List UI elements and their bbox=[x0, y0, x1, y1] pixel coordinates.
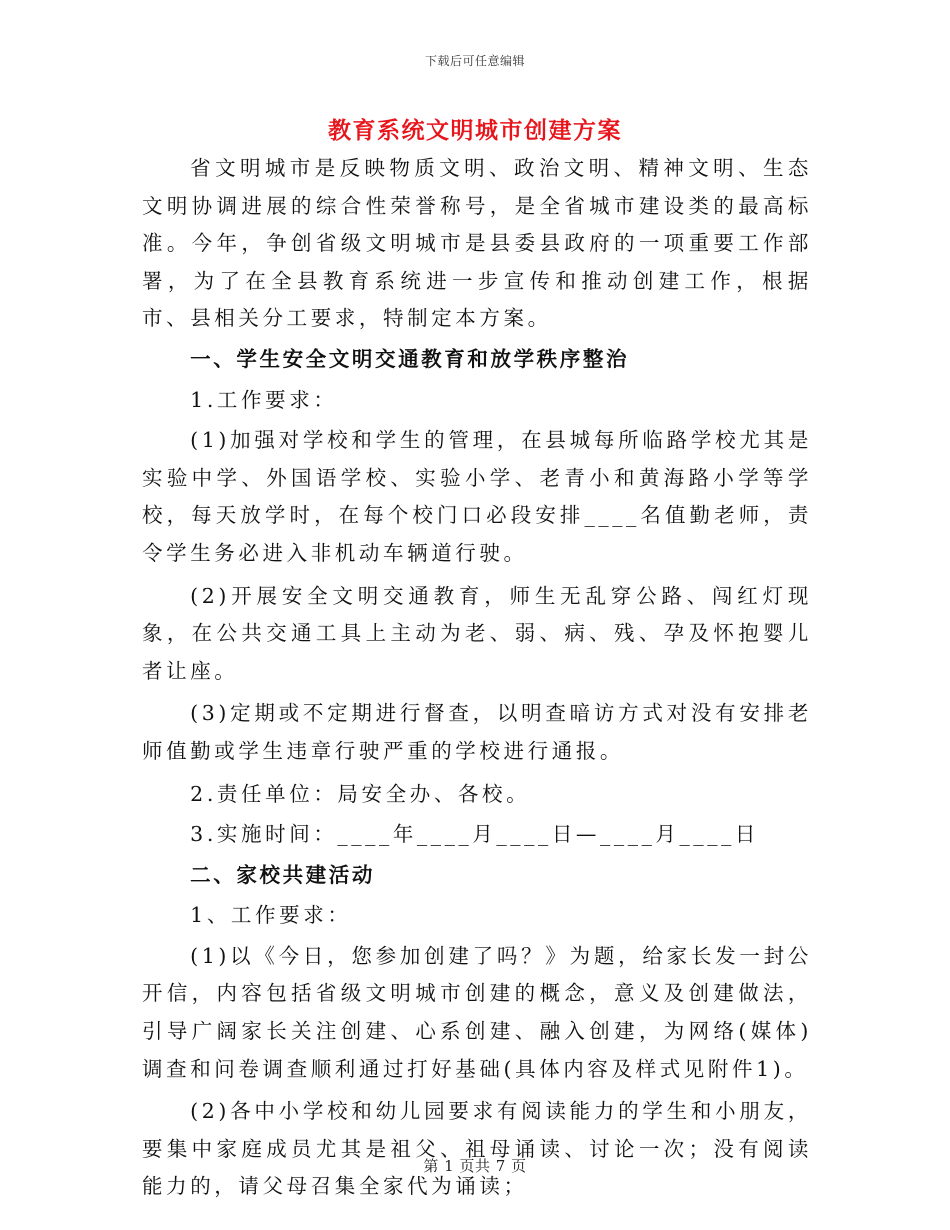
section-1-item-2: (2)开展安全文明交通教育，师生无乱穿公路、闯红灯现象，在公共交通工具上主动为老、弱、病、残、孕及怀抱婴儿者让座。 bbox=[142, 583, 812, 683]
section-1-heading: 一、学生安全文明交通教育和放学秩序整治 bbox=[190, 346, 630, 371]
section-1-item-3: (3)定期或不定期进行督查，以明查暗访方式对没有安排老师值勤或学生违章行驶严重的学校进行通报。 bbox=[142, 701, 812, 763]
intro-paragraph: 省文明城市是反映物质文明、政治文明、精神文明、生态文明协调进展的综合性荣誉称号，是全省城市建设类的最高标准。今年，争创省级文明城市是县委县政府的一项重要工作部署，为了在全县教育系统进一步宣传和推动创建工作，根据市、县相关分工要求，特制定本方案。 bbox=[142, 156, 812, 331]
document-body bbox=[142, 150, 812, 1206]
section-2-sub-1: 1、工作要求： bbox=[190, 903, 352, 928]
section-1-sub-1: 1.工作要求： bbox=[190, 387, 338, 412]
section-2-item-2: (2)各中小学校和幼儿园要求有阅读能力的学生和小朋友，要集中家庭成员尤其是祖父、祖母诵读、讨论一次；没有阅读能力的，请父母召集全家代为诵读； bbox=[142, 1099, 812, 1199]
section-1-sub-3: 3.实施时间：____年____月____日—____月____日 bbox=[190, 822, 760, 847]
section-1-item-1: (1)加强对学校和学生的管理，在县城每所临路学校尤其是实验中学、外国语学校、实验小学、老青小和黄海路小学等学校，每天放学时，在每个校门口必段安排____名值勤老师，责令学生务必进入非机动车辆道行驶。 bbox=[142, 428, 812, 565]
section-2-item-1: (1)以《今日，您参加创建了吗？》为题，给家长发一封公开信，内容包括省级文明城市创建的概念，意义及创建做法，引导广阔家长关注创建、心系创建、融入创建，为网络(媒体)调查和问卷调查顺利通过打好基础(具体内容及样式见附件1)。 bbox=[142, 943, 812, 1081]
header-note: 下载后可任意编辑 bbox=[424, 54, 525, 68]
page-indicator: 第 1 页共 7 页 bbox=[423, 1157, 527, 1175]
section-2-heading: 二、家校共建活动 bbox=[190, 862, 375, 887]
section-1-sub-2: 2.责任单位：局安全办、各校。 bbox=[190, 781, 531, 806]
document-title: 教育系统文明城市创建方案 bbox=[328, 117, 622, 144]
